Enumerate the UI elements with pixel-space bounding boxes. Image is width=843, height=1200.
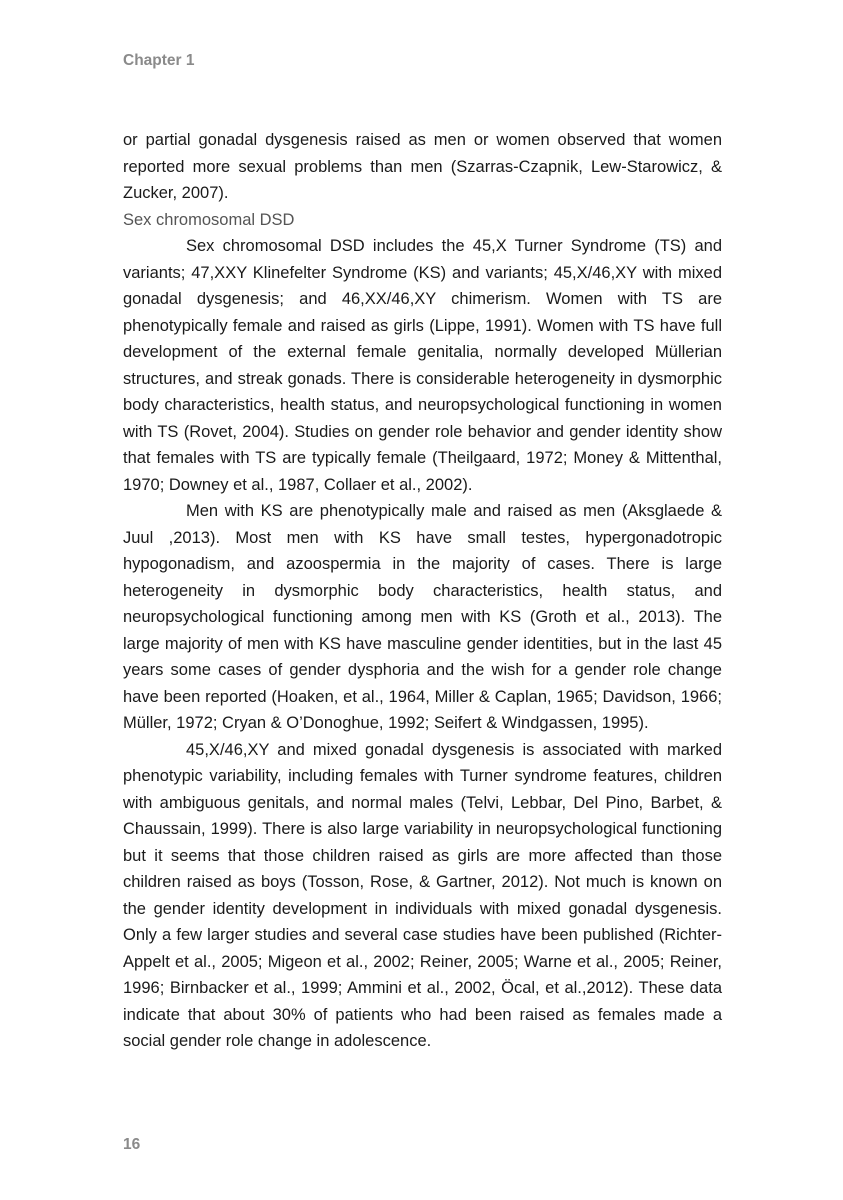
- page-number: 16: [123, 1136, 141, 1153]
- continuation-paragraph: or partial gonadal dysgenesis raised as men or women observed that women reported more sexual problems than men (Szarras-Czapnik, Lew-Starowicz, & Zucker, 2007).: [123, 131, 722, 202]
- paragraph-mgd: 45,X/46,XY and mixed gonadal dysgenesis is associated with marked phenotypic variability, including females with Turner syndrome features, children with ambiguous genitals, and normal males (Telvi, Lebbar, Del Pino, Barbet, & Chaussain, 1999). There is also large variability in neuropsychological functioning but it seems that those children raised as girls are more affected than those children raised as boys (Tosson, Rose, & Gartner, 2012). Not much is known on the gender identity development in individuals with mixed gonadal dysgenesis. Only a few larger studies and several case studies have been published (Richter-Appelt et al., 2005; Migeon et al., 2002; Reiner, 2005; Warne et al., 2005; Reiner, 1996; Birnbacker et al., 1999; Ammini et al., 2002, Öcal, et al.,2012). These data indicate that about 30% of patients who had been raised as females made a social gender role change in adolescence.: [123, 740, 722, 1050]
- section-heading: Sex chromosomal DSD: [123, 210, 295, 229]
- running-head: Chapter 1: [123, 52, 195, 69]
- paragraph-ts: Sex chromosomal DSD includes the 45,X Turner Syndrome (TS) and variants; 47,XXY Klinefelter Syndrome (KS) and variants; 45,X/46,XY with mixed gonadal dysgenesis; and 46,XX/46,XY chimerism. Women with TS are phenotypically female and raised as girls (Lippe, 1991). Women with TS have full development of the external female genitalia, normally developed Müllerian structures, and streak gonads. There is considerable heterogeneity in dysmorphic body characteristics, health status, and neuropsychological functioning in women with TS (Rovet, 2004). Studies on gender role behavior and gender identity show that females with TS are typically female (Theilgaard, 1972; Money & Mittenthal, 1970; Downey et al., 1987, Collaer et al., 2002).: [123, 237, 722, 494]
- paragraph-ks: Men with KS are phenotypically male and raised as men (Aksglaede & Juul ,2013). Most men with KS have small testes, hypergonadotropic hypogonadism, and azoospermia in the majority of cases. There is large heterogeneity in dysmorphic body characteristics, health status, and neuropsychological functioning among men with KS (Groth et al., 2013). The large majority of men with KS have masculine gender identities, but in the last 45 years some cases of gender dysphoria and the wish for a gender role change have been reported (Hoaken, et al., 1964, Miller & Caplan, 1965; Davidson, 1966; Müller, 1972; Cryan & O’Donoghue, 1992; Seifert & Windgassen, 1995).: [123, 502, 722, 732]
- body-text: [123, 127, 722, 1055]
